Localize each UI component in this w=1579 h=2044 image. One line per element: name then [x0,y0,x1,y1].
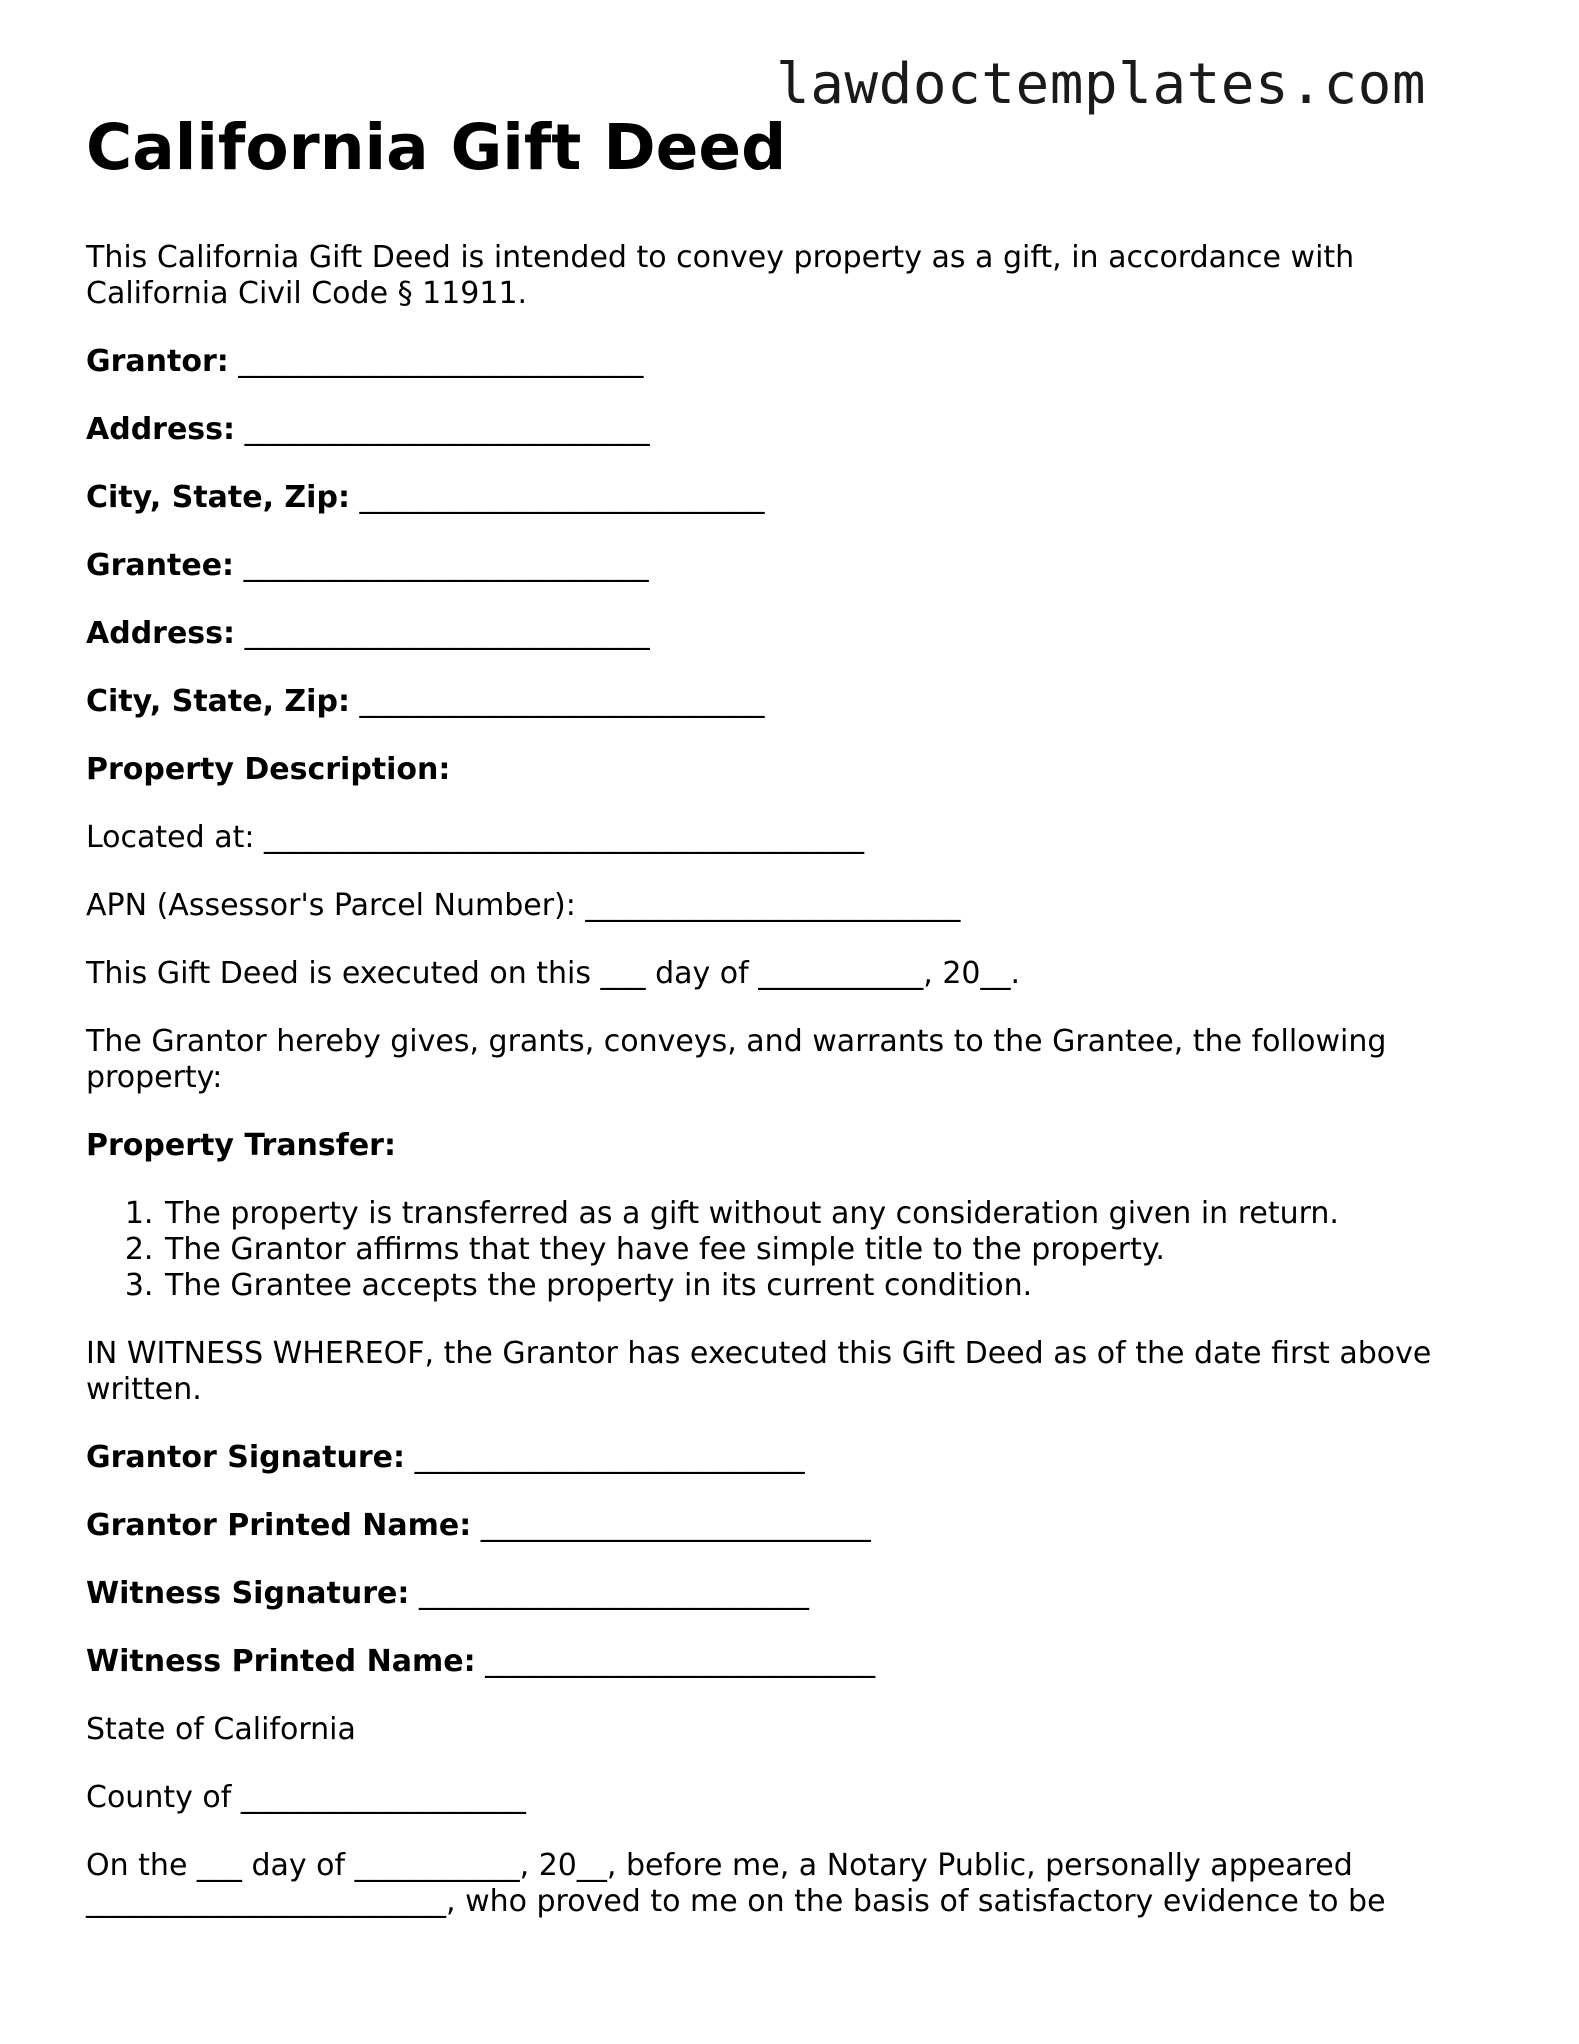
witness-signature-blank[interactable]: __________________________ [418,1576,809,1611]
grantee-name-label: Grantee: [86,548,235,583]
notary-county-field[interactable]: County of ___________________ [86,1780,526,1815]
grantee-city-blank[interactable]: ___________________________ [359,684,765,719]
grantor-name-label: Grantor: [86,344,229,379]
intro-paragraph: This California Gift Deed is intended to convey property as a gift, in accordance with California Civil Code § 11911. [86,240,1355,311]
witness-printed-name-label: Witness Printed Name: [86,1644,476,1679]
located-at-field[interactable]: Located at: ________________________________________ [86,820,865,855]
grantee-address-blank[interactable]: ___________________________ [244,616,650,651]
site-watermark: lawdoctemplates.com [776,52,1427,117]
grantee-name-blank[interactable]: ___________________________ [243,548,649,583]
grantor-signature-label: Grantor Signature: [86,1440,406,1475]
grantor-name-blank[interactable]: ___________________________ [238,344,644,379]
grantee-city-label: City, State, Zip: [86,684,350,719]
witness-signature-field [86,1576,1506,1612]
grantor-signature-field [86,1440,1506,1476]
grantor-city-field [86,480,1506,516]
list-item: 2. The Grantor affirms that they have fee simple title to the property. [163,1232,1506,1268]
witness-signature-label: Witness Signature: [86,1576,410,1611]
grantor-city-blank[interactable]: ___________________________ [359,480,765,515]
grantee-address-field [86,616,1506,652]
grantor-printed-name-blank[interactable]: __________________________ [480,1508,871,1543]
property-transfer-heading: Property Transfer: [86,1128,396,1163]
grantor-printed-name-label: Grantor Printed Name: [86,1508,472,1543]
transfer-terms-list [86,1196,1506,1304]
grantor-address-blank[interactable]: ___________________________ [244,412,650,447]
notary-appearance-paragraph[interactable]: On the ___ day of ___________, 20__, before me, a Notary Public, personally appeared ________________________, who proved to me on the basis of satisfactory evidence to be [86,1848,1386,1919]
list-item: 3. The Grantee accepts the property in its current condition. [163,1268,1506,1304]
grantor-city-label: City, State, Zip: [86,480,350,515]
deed-document [86,108,1506,1952]
grantee-address-label: Address: [86,616,236,651]
grantee-city-field [86,684,1506,720]
witness-clause: IN WITNESS WHEREOF, the Grantor has executed this Gift Deed as of the date first above written. [86,1336,1432,1407]
grantor-name-field [86,344,1506,380]
witness-printed-name-blank[interactable]: __________________________ [485,1644,876,1679]
apn-field[interactable]: APN (Assessor's Parcel Number): _________________________ [86,888,961,923]
grantor-address-field [86,412,1506,448]
grantor-address-label: Address: [86,412,236,447]
page-title: California Gift Deed [86,111,787,184]
executed-date-line[interactable]: This Gift Deed is executed on this ___ day of ___________, 20__. [86,956,1021,991]
grantee-name-field [86,548,1506,584]
grantor-signature-blank[interactable]: __________________________ [414,1440,805,1475]
notary-state: State of California [86,1712,356,1747]
property-description-heading: Property Description: [86,752,451,787]
list-item: 1. The property is transferred as a gift without any consideration given in return. [163,1196,1506,1232]
witness-printed-name-field [86,1644,1506,1680]
grantor-printed-name-field [86,1508,1506,1544]
grant-statement: The Grantor hereby gives, grants, conveys, and warrants to the Grantee, the following property: [86,1024,1387,1095]
